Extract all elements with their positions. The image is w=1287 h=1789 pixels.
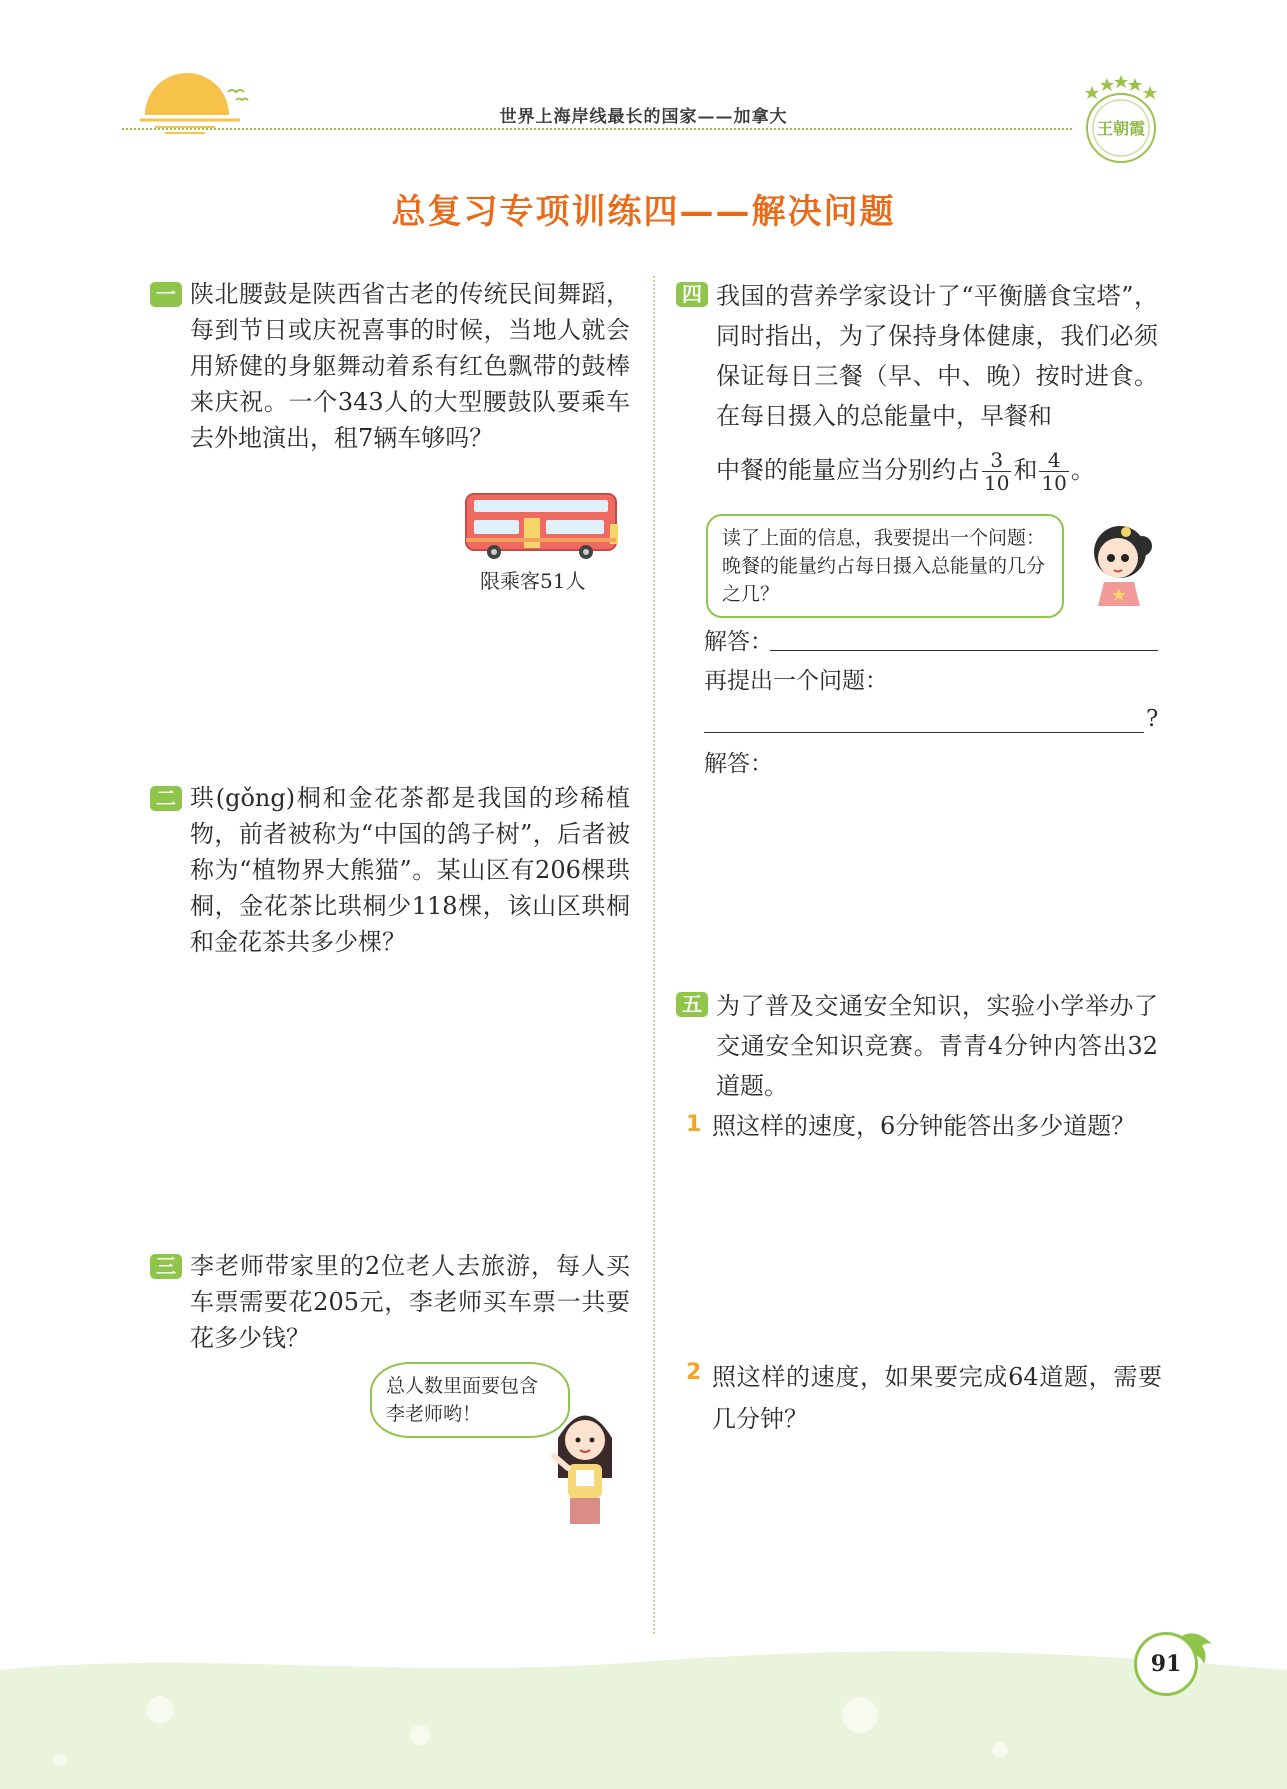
column-divider xyxy=(653,276,655,1634)
ask-question-label: 再提出一个问题： xyxy=(704,668,888,694)
page-title: 总复习专项训练四——解决问题 xyxy=(391,192,896,232)
fraction-numerator: 3 xyxy=(982,449,1011,472)
section-marker-5: 五 xyxy=(676,992,708,1017)
hint-bubble-girl: 读了上面的信息，我要提出一个问题：晚餐的能量约占每日摄入总能量的几分之几？ xyxy=(706,514,1064,618)
fraction-3-10 xyxy=(982,449,1011,494)
fraction-denominator: 10 xyxy=(984,471,1010,495)
answer-label-2: 解答： xyxy=(704,751,773,777)
question-4-text: 我国的营养学家设计了“平衡膳食宝塔”，同时指出，为了保持身体健康，我们必须保证每日三餐（早、中、晚）按时进食。在每日摄入的总能量中，早餐和 xyxy=(716,282,1158,430)
question-2-text: 珙(gǒng)桐和金花茶都是我国的珍稀植物，前者被称为“中国的鸽子树”，后者被称为“植物界大熊猫”。某山区有206棵珙桐，金花茶比珙桐少118棵，该山区珙桐和金花茶共多少棵？ xyxy=(190,784,630,956)
subquestion-2-number: 2 xyxy=(686,1360,702,1385)
logo-text: 王朝霞 xyxy=(1096,119,1146,138)
question-1-text: 陕北腰鼓是陕西省古老的传统民间舞蹈，每到节日或庆祝喜事的时候，当地人就会用矫健的身躯舞动着系有红色飘带的鼓棒来庆祝。一个343人的大型腰鼓队要乘车去外地演出，租7辆车够吗？ xyxy=(190,280,630,452)
answer-line-1[interactable] xyxy=(770,650,1158,651)
header-motto: 世界上海岸线最长的国家——加拿大 xyxy=(499,107,788,127)
end-punctuation: 。 xyxy=(1070,456,1095,484)
page-number: 91 xyxy=(1134,1632,1198,1696)
fraction-denominator: 10 xyxy=(1041,471,1067,495)
section-marker-2: 二 xyxy=(150,786,182,811)
bus-illustration xyxy=(462,490,624,560)
logo-badge xyxy=(1078,74,1164,166)
section-marker-1: 一 xyxy=(150,282,182,307)
question-4-text-end: 中餐的能量应当分别约占 xyxy=(716,456,980,484)
header-divider xyxy=(122,128,1072,130)
question-3-text: 李老师带家里的2位老人去旅游，每人买车票需要花205元，李老师买车票一共要花多少钱？ xyxy=(190,1252,630,1352)
fraction-4-10 xyxy=(1039,449,1068,494)
bus-caption: 限乘客51人 xyxy=(480,569,586,593)
subquestion-1-number: 1 xyxy=(686,1112,702,1137)
section-marker-3: 三 xyxy=(150,1254,182,1279)
section-marker-4: 四 xyxy=(676,282,708,307)
teacher-illustration xyxy=(540,1398,630,1528)
bottom-decoration xyxy=(0,1640,1287,1789)
subquestion-1-text: 照这样的速度，6分钟能答出多少道题？ xyxy=(712,1112,1136,1140)
question-mark: ? xyxy=(1146,706,1159,732)
hint-bubble-teacher: 总人数里面要包含李老师哟！ xyxy=(370,1362,570,1438)
question-4-fraction-line xyxy=(716,445,1095,495)
fraction-numerator: 4 xyxy=(1039,449,1068,472)
ask-question-line[interactable] xyxy=(704,732,1144,733)
and-word: 和 xyxy=(1013,456,1038,484)
girl-illustration xyxy=(1082,518,1162,608)
question-5-text: 为了普及交通安全知识，实验小学举办了交通安全知识竞赛。青青4分钟内答出32道题。 xyxy=(716,992,1158,1100)
answer-label-1: 解答： xyxy=(704,629,773,655)
subquestion-2-text: 照这样的速度，如果要完成64道题，需要几分钟？ xyxy=(712,1363,1162,1433)
